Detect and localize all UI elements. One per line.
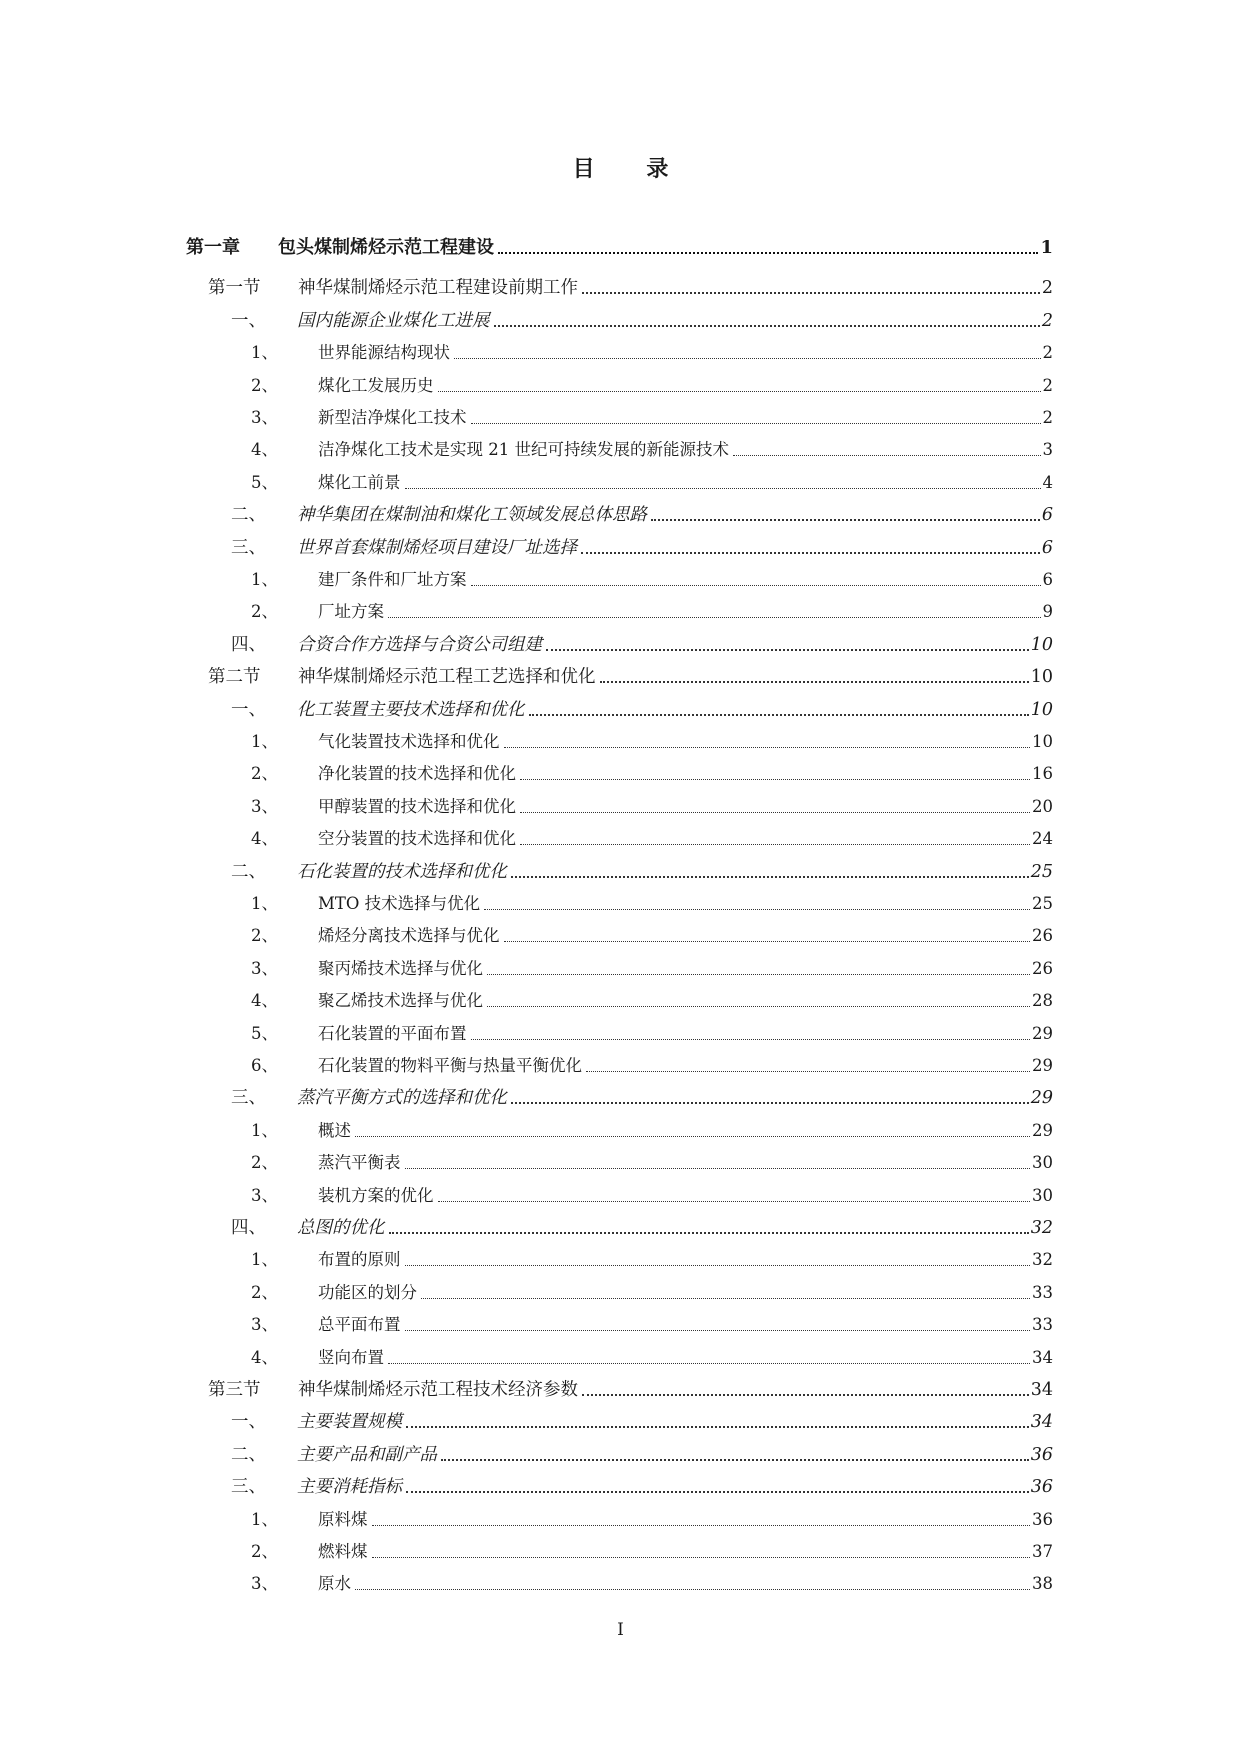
toc-entry-page: 30: [1032, 1185, 1053, 1205]
toc-entry-page: 10: [1030, 634, 1053, 655]
toc-entry-sub[interactable]: [231, 528, 1053, 560]
toc-entry-section[interactable]: [208, 268, 1053, 300]
toc-entry-number: 3、: [251, 958, 278, 978]
toc-entry-page: 1: [1040, 237, 1053, 258]
toc-entry-number: 二、: [231, 1444, 266, 1465]
toc-entry-number: 四、: [231, 1218, 266, 1238]
toc-entry-number: 4、: [251, 991, 278, 1011]
toc-entry-number: 3、: [251, 1185, 278, 1205]
toc-entry-title: 建厂条件和厂址方案: [318, 570, 467, 589]
dot-leader: [487, 974, 1030, 975]
toc-entry-number: 1、: [251, 1120, 278, 1140]
toc-entry-item[interactable]: [251, 916, 1053, 948]
toc-entry-number: 第一节: [208, 278, 261, 299]
dot-leader: [406, 1491, 1029, 1493]
toc-entry-title: 功能区的划分: [318, 1282, 417, 1302]
dot-leader: [494, 325, 1040, 327]
dot-leader: [471, 423, 1041, 424]
toc-entry-number: 3、: [251, 1315, 278, 1335]
dot-leader: [454, 358, 1041, 359]
toc-entry-item[interactable]: [251, 1532, 1053, 1564]
toc-entry-page: 2: [1042, 343, 1053, 363]
toc-entry-number: 5、: [251, 472, 278, 492]
toc-entry-page: 6: [1042, 570, 1053, 589]
toc-entry-item[interactable]: [251, 430, 1053, 462]
toc-entry-number: 四、: [231, 634, 266, 655]
dot-leader: [586, 1071, 1030, 1072]
toc-entry-item[interactable]: [251, 787, 1053, 819]
toc-entry-title: 净化装置的技术选择和优化: [318, 764, 516, 784]
dot-leader: [520, 812, 1030, 813]
toc-entry-sub[interactable]: [231, 495, 1053, 527]
toc-entry-number: 三、: [231, 537, 266, 558]
dot-leader: [582, 292, 1040, 294]
toc-entry-number: 3、: [251, 796, 278, 816]
toc-entry-number: 4、: [251, 440, 278, 460]
dot-leader: [581, 552, 1040, 554]
toc-entry-section[interactable]: [208, 657, 1053, 689]
toc-entry-item[interactable]: [251, 333, 1053, 365]
toc-entry-page: 24: [1032, 829, 1053, 849]
dot-leader: [405, 488, 1041, 489]
toc-entry-page: 10: [1030, 667, 1053, 688]
dot-leader: [372, 1557, 1031, 1558]
toc-entry-page: 26: [1032, 958, 1053, 978]
toc-entry-title: 燃料煤: [318, 1542, 368, 1561]
toc-entry-title: 聚乙烯技术选择与优化: [318, 991, 483, 1011]
toc-entry-item[interactable]: [251, 884, 1053, 916]
dot-leader: [520, 779, 1030, 780]
toc-entry-item[interactable]: [251, 366, 1053, 398]
toc-entry-page: 29: [1032, 1120, 1053, 1140]
toc-entry-item[interactable]: [251, 981, 1053, 1013]
toc-entry-page: 4: [1042, 472, 1053, 492]
toc-entry-page: 32: [1030, 1218, 1053, 1238]
toc-entry-title: 石化装置的技术选择和优化: [297, 861, 507, 882]
toc-entry-page: 29: [1032, 1056, 1053, 1075]
toc-entry-item[interactable]: [251, 1273, 1053, 1305]
toc-entry-number: 2、: [251, 602, 278, 622]
toc-entry-page: 2: [1041, 278, 1053, 299]
toc-entry-page: 30: [1032, 1153, 1053, 1173]
toc-entry-title: 神华集团在煤制油和煤化工领域发展总体思路: [297, 505, 647, 526]
toc-entry-item[interactable]: [251, 1564, 1053, 1596]
toc-entry-item[interactable]: [251, 1176, 1053, 1208]
toc-entry-title: 气化装置技术选择和优化: [318, 732, 500, 751]
toc-entry-item[interactable]: [251, 1046, 1053, 1078]
toc-entry-number: 4、: [251, 829, 278, 849]
toc-entry-title: 世界首套煤制烯烃项目建设厂址选择: [297, 537, 577, 558]
dot-leader: [546, 649, 1029, 651]
toc-entry-page: 9: [1042, 602, 1053, 622]
toc-entry-page: 10: [1032, 732, 1053, 751]
toc-entry-title: 总图的优化: [297, 1218, 385, 1238]
toc-entry-number: 2、: [251, 375, 278, 395]
toc-entry-title: 神华煤制烯烃示范工程建设前期工作: [298, 278, 578, 299]
dot-leader: [471, 585, 1041, 586]
toc-entry-title: 神华煤制烯烃示范工程技术经济参数: [298, 1380, 578, 1400]
toc-entry-item[interactable]: [251, 1338, 1053, 1370]
toc-entry-title: 新型洁净煤化工技术: [318, 408, 467, 427]
dot-leader: [389, 1232, 1029, 1234]
dot-leader: [355, 1589, 1030, 1590]
toc-entry-item[interactable]: [251, 463, 1053, 495]
toc-entry-number: 2、: [251, 764, 278, 784]
toc-entry-page: 29: [1032, 1023, 1053, 1043]
page-title: 目 录: [572, 156, 691, 182]
toc-entry-page: 36: [1030, 1477, 1053, 1498]
toc-entry-number: 第二节: [208, 667, 261, 688]
page-number: I: [617, 1620, 624, 1640]
toc-entry-title: 原水: [318, 1574, 351, 1594]
toc-entry-item[interactable]: [251, 949, 1053, 981]
dot-leader: [388, 617, 1041, 618]
toc-entry-item[interactable]: [251, 1143, 1053, 1175]
toc-entry-number: 5、: [251, 1023, 278, 1043]
toc-entry-sub[interactable]: [231, 625, 1053, 657]
dot-leader: [529, 714, 1029, 716]
toc-entry-section[interactable]: [208, 1370, 1053, 1402]
dot-leader: [651, 519, 1040, 521]
toc-entry-number: 二、: [231, 505, 266, 526]
toc-entry-title: 国内能源企业煤化工进展: [297, 310, 490, 331]
toc-entry-number: 一、: [231, 1412, 266, 1433]
dot-leader: [388, 1363, 1030, 1364]
dot-leader: [438, 1201, 1031, 1202]
toc-entry-number: 1、: [251, 1509, 278, 1529]
dot-leader: [511, 1102, 1029, 1104]
toc-entry-title: MTO 技术选择与优化: [318, 894, 481, 913]
toc-entry-page: 2: [1041, 310, 1053, 331]
toc-entry-page: 29: [1030, 1088, 1053, 1109]
toc-entry-page: 25: [1032, 894, 1053, 913]
dot-leader: [406, 1426, 1029, 1428]
toc-entry-page: 38: [1032, 1574, 1053, 1594]
toc-entry-page: 25: [1030, 861, 1053, 882]
toc-entry-title: 蒸汽平衡方式的选择和优化: [297, 1088, 507, 1109]
toc-entry-title: 装机方案的优化: [318, 1185, 434, 1205]
toc-entry-title: 主要消耗指标: [297, 1477, 402, 1498]
toc-entry-item[interactable]: [251, 722, 1053, 754]
toc-entry-number: 2、: [251, 1282, 278, 1302]
dot-leader: [441, 1459, 1029, 1461]
toc-entry-title: 甲醇装置的技术选择和优化: [318, 796, 516, 816]
toc-entry-item[interactable]: [251, 592, 1053, 624]
toc-entry-page: 34: [1032, 1347, 1053, 1367]
toc-entry-page: 6: [1041, 505, 1053, 526]
toc-entry-title: 厂址方案: [318, 602, 384, 622]
toc-entry-sub[interactable]: [231, 1078, 1053, 1110]
table-of-contents: [0, 228, 1241, 1608]
toc-entry-title: 神华煤制烯烃示范工程工艺选择和优化: [298, 667, 596, 688]
toc-entry-title: 石化装置的平面布置: [318, 1023, 467, 1043]
toc-entry-item[interactable]: [251, 560, 1053, 592]
toc-entry-number: 3、: [251, 1574, 278, 1594]
toc-entry-page: 34: [1030, 1412, 1053, 1433]
dot-leader: [600, 681, 1029, 683]
toc-entry-page: 16: [1032, 764, 1053, 784]
toc-entry-number: 1、: [251, 732, 278, 751]
toc-entry-chapter[interactable]: [186, 228, 1053, 260]
toc-entry-sub[interactable]: [231, 1435, 1053, 1467]
toc-entry-number: 4、: [251, 1347, 278, 1367]
toc-entry-title: 洁净煤化工技术是实现 21 世纪可持续发展的新能源技术: [318, 440, 729, 460]
toc-entry-title: 合资合作方选择与合资公司组建: [297, 634, 542, 655]
toc-entry-number: 第三节: [208, 1380, 261, 1400]
dot-leader: [733, 455, 1041, 456]
toc-entry-item[interactable]: [251, 1240, 1053, 1272]
toc-entry-title: 化工装置主要技术选择和优化: [297, 699, 525, 720]
dot-leader: [504, 747, 1031, 748]
toc-entry-title: 布置的原则: [318, 1250, 401, 1270]
toc-entry-number: 1、: [251, 570, 278, 589]
toc-entry-number: 一、: [231, 310, 266, 331]
toc-entry-number: 1、: [251, 894, 278, 913]
toc-entry-title: 煤化工前景: [318, 472, 401, 492]
toc-entry-item[interactable]: [251, 1500, 1053, 1532]
toc-entry-page: 33: [1032, 1315, 1053, 1335]
toc-entry-number: 三、: [231, 1088, 266, 1109]
toc-entry-page: 2: [1042, 408, 1053, 427]
toc-entry-title: 包头煤制烯烃示范工程建设: [278, 237, 494, 258]
dot-leader: [421, 1298, 1030, 1299]
toc-entry-page: 20: [1032, 796, 1053, 816]
toc-entry-page: 26: [1032, 926, 1053, 946]
toc-entry-item[interactable]: [251, 1014, 1053, 1046]
dot-leader: [405, 1265, 1031, 1266]
toc-entry-page: 33: [1032, 1282, 1053, 1302]
toc-entry-title: 石化装置的物料平衡与热量平衡优化: [318, 1056, 582, 1075]
toc-entry-title: 主要装置规模: [297, 1412, 402, 1433]
dot-leader: [405, 1168, 1031, 1169]
dot-leader: [405, 1330, 1031, 1331]
toc-entry-number: 一、: [231, 699, 266, 720]
toc-entry-sub[interactable]: [231, 301, 1053, 333]
toc-entry-sub[interactable]: [231, 1402, 1053, 1434]
toc-entry-title: 主要产品和副产品: [297, 1444, 437, 1465]
dot-leader: [511, 876, 1029, 878]
toc-entry-number: 三、: [231, 1477, 266, 1498]
toc-entry-title: 煤化工发展历史: [318, 375, 434, 395]
toc-entry-title: 原料煤: [318, 1509, 368, 1529]
toc-entry-page: 6: [1041, 537, 1053, 558]
toc-entry-number: 2、: [251, 926, 278, 946]
toc-entry-page: 2: [1042, 375, 1053, 395]
toc-entry-sub[interactable]: [231, 1467, 1053, 1499]
toc-entry-item[interactable]: [251, 1305, 1053, 1337]
toc-entry-number: 3、: [251, 408, 278, 427]
toc-entry-title: 空分装置的技术选择和优化: [318, 829, 516, 849]
toc-entry-item[interactable]: [251, 398, 1053, 430]
dot-leader: [487, 1006, 1030, 1007]
toc-entry-page: 28: [1032, 991, 1053, 1011]
toc-entry-number: 2、: [251, 1542, 278, 1561]
dot-leader: [471, 1039, 1031, 1040]
toc-entry-page: 3: [1042, 440, 1053, 460]
toc-entry-title: 烯烃分离技术选择与优化: [318, 926, 500, 946]
toc-entry-title: 总平面布置: [318, 1315, 401, 1335]
toc-entry-number: 第一章: [186, 237, 240, 258]
dot-leader: [484, 909, 1030, 910]
toc-entry-item[interactable]: [251, 754, 1053, 786]
toc-entry-page: 34: [1030, 1380, 1053, 1400]
toc-entry-page: 36: [1032, 1509, 1053, 1529]
dot-leader: [504, 941, 1031, 942]
toc-entry-number: 2、: [251, 1153, 278, 1173]
toc-entry-page: 10: [1030, 699, 1053, 720]
toc-entry-page: 37: [1032, 1542, 1053, 1561]
dot-leader: [582, 1394, 1029, 1396]
toc-entry-number: 1、: [251, 343, 278, 363]
dot-leader: [438, 391, 1041, 392]
toc-entry-title: 蒸汽平衡表: [318, 1153, 401, 1173]
toc-entry-number: 6、: [251, 1056, 278, 1075]
toc-entry-sub[interactable]: [231, 1208, 1053, 1240]
toc-entry-number: 1、: [251, 1250, 278, 1270]
toc-entry-title: 竖向布置: [318, 1347, 384, 1367]
toc-entry-item[interactable]: [251, 819, 1053, 851]
dot-leader: [498, 252, 1038, 254]
toc-entry-sub[interactable]: [231, 690, 1053, 722]
dot-leader: [520, 844, 1030, 845]
toc-entry-title: 概述: [318, 1120, 351, 1140]
toc-entry-sub[interactable]: [231, 852, 1053, 884]
dot-leader: [355, 1136, 1030, 1137]
dot-leader: [372, 1525, 1031, 1526]
toc-entry-title: 世界能源结构现状: [318, 343, 450, 363]
toc-entry-page: 36: [1030, 1444, 1053, 1465]
toc-entry-item[interactable]: [251, 1111, 1053, 1143]
toc-entry-number: 二、: [231, 861, 266, 882]
toc-entry-page: 32: [1032, 1250, 1053, 1270]
toc-entry-title: 聚丙烯技术选择与优化: [318, 958, 483, 978]
